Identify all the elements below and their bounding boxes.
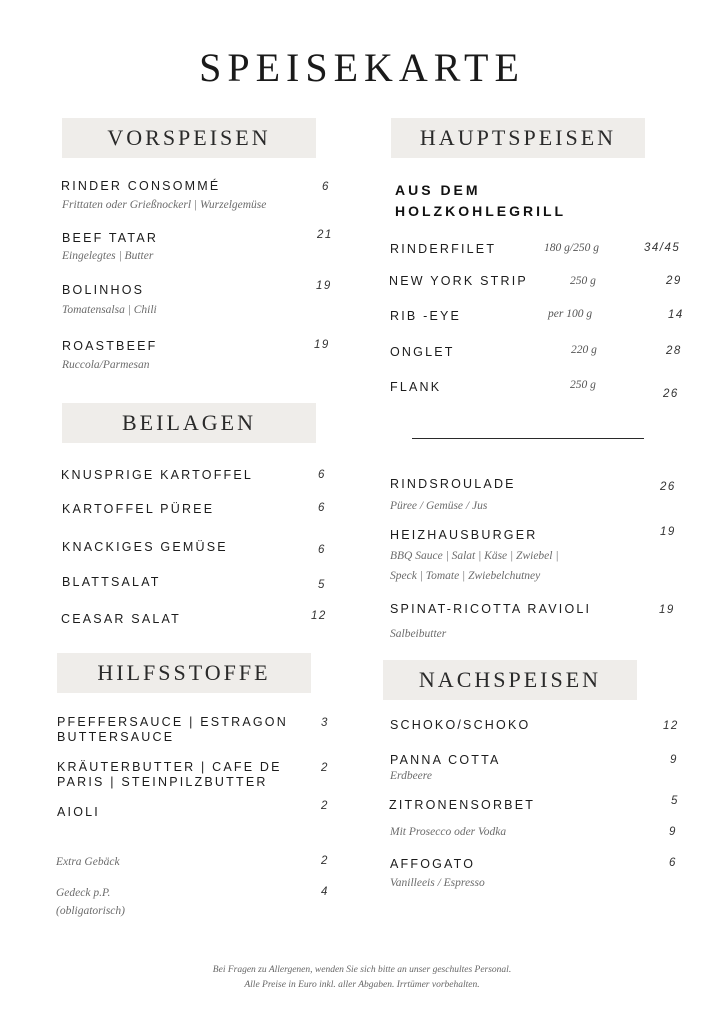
item-name: BEEF TATAR xyxy=(62,231,159,245)
item-name: PFEFFERSAUCE | ESTRAGON BUTTERSAUCE xyxy=(57,715,288,744)
section-divider xyxy=(412,438,644,439)
item-description: Speck | Tomate | Zwiebelchutney xyxy=(390,570,541,582)
grill-item-price: 26 xyxy=(663,388,679,400)
extra-name: Gedeck p.P. (obligatorisch) xyxy=(56,887,125,917)
grill-item-weight: 220 g xyxy=(571,344,597,356)
item-name: AIOLI xyxy=(57,805,100,819)
item-price: 6 xyxy=(318,502,326,514)
item-name: KRÄUTERBUTTER | CAFE DE PARIS | STEINPILZBUTTER xyxy=(57,760,282,789)
extra-name: Extra Gebäck xyxy=(56,856,120,868)
item-price: 12 xyxy=(311,610,327,622)
extra-price: 4 xyxy=(321,886,329,898)
item-name: HEIZHAUSBURGER xyxy=(390,528,538,542)
item-description: Mit Prosecco oder Vodka xyxy=(390,826,507,838)
item-price: 19 xyxy=(314,339,330,351)
extra-price: 2 xyxy=(321,855,329,867)
grill-item-name: RINDERFILET xyxy=(390,242,497,256)
item-description: Püree / Gemüse / Jus xyxy=(390,500,488,512)
item-price: 19 xyxy=(659,604,675,616)
item-price: 19 xyxy=(660,526,676,538)
item-name: KNACKIGES GEMÜSE xyxy=(62,540,228,554)
item-name: KNUSPRIGE KARTOFFEL xyxy=(61,468,254,482)
grill-item-weight: 250 g xyxy=(570,275,596,287)
grill-item-price: 29 xyxy=(666,275,682,287)
page-title: SPEISEKARTE xyxy=(199,45,525,90)
grill-item-weight: 180 g/250 g xyxy=(544,242,599,254)
item-name: AFFOGATO xyxy=(390,857,476,871)
item-description: Eingelegtes | Butter xyxy=(62,250,154,262)
item-price: 6 xyxy=(318,544,326,556)
item-price: 5 xyxy=(671,795,679,807)
item-name: KARTOFFEL PÜREE xyxy=(62,502,215,516)
subsection-heading-grill: AUS DEM HOLZKOHLEGRILL xyxy=(395,182,567,219)
item-name: SPINAT-RICOTTA RAVIOLI xyxy=(390,602,592,616)
footer-allergen-note: Bei Fragen zu Allergenen, wenden Sie sich bitte an unser geschultes Personal. xyxy=(212,965,512,975)
item-price: 21 xyxy=(317,229,333,241)
item-description: Salbeibutter xyxy=(390,628,447,640)
item-name: SCHOKO/SCHOKO xyxy=(390,718,531,732)
section-heading-beilagen: BEILAGEN xyxy=(62,403,316,443)
item-name: ZITRONENSORBET xyxy=(389,798,536,812)
item-price: 12 xyxy=(663,720,679,732)
item-description: BBQ Sauce | Salat | Käse | Zwiebel | xyxy=(390,550,559,562)
grill-item-price: 14 xyxy=(668,309,684,321)
item-price: 2 xyxy=(321,800,329,812)
item-name: PANNA COTTA xyxy=(390,753,501,767)
item-price: 9 xyxy=(669,826,677,838)
footer-price-note: Alle Preise in Euro inkl. aller Abgaben. Irrtümer vorbehalten. xyxy=(244,980,480,990)
section-heading-nachspeisen: NACHSPEISEN xyxy=(383,660,637,700)
item-price: 5 xyxy=(318,579,326,591)
item-price: 19 xyxy=(316,280,332,292)
item-price: 6 xyxy=(318,469,326,481)
item-description: Erdbeere xyxy=(390,770,432,782)
item-price: 2 xyxy=(321,762,329,774)
item-price: 3 xyxy=(321,717,329,729)
item-description: Ruccola/Parmesan xyxy=(62,359,150,371)
item-name: RINDER CONSOMMÉ xyxy=(61,179,221,193)
section-heading-hauptspeisen: HAUPTSPEISEN xyxy=(391,118,645,158)
item-description: Vanilleeis / Espresso xyxy=(390,877,485,889)
grill-item-weight: 250 g xyxy=(570,379,596,391)
item-price: 6 xyxy=(322,181,330,193)
grill-item-name: RIB -EYE xyxy=(390,309,462,323)
item-name: CEASAR SALAT xyxy=(61,612,181,626)
section-heading-hilfsstoffe: HILFSSTOFFE xyxy=(57,653,311,693)
grill-item-name: FLANK xyxy=(390,380,442,394)
grill-item-name: ONGLET xyxy=(390,345,455,359)
item-name: RINDSROULADE xyxy=(390,477,516,491)
item-price: 26 xyxy=(660,481,676,493)
item-name: BOLINHOS xyxy=(62,283,145,297)
grill-item-price: 34/45 xyxy=(644,242,681,254)
item-description: Frittaten oder Grießnockerl | Wurzelgemüse xyxy=(62,199,267,211)
item-description: Tomatensalsa | Chili xyxy=(62,304,157,316)
section-heading-vorspeisen: VORSPEISEN xyxy=(62,118,316,158)
grill-item-weight: per 100 g xyxy=(548,308,593,320)
item-name: ROASTBEEF xyxy=(62,339,158,353)
item-price: 6 xyxy=(669,857,677,869)
grill-item-name: NEW YORK STRIP xyxy=(389,274,528,288)
grill-item-price: 28 xyxy=(666,345,682,357)
item-name: BLATTSALAT xyxy=(62,575,161,589)
item-price: 9 xyxy=(670,754,678,766)
